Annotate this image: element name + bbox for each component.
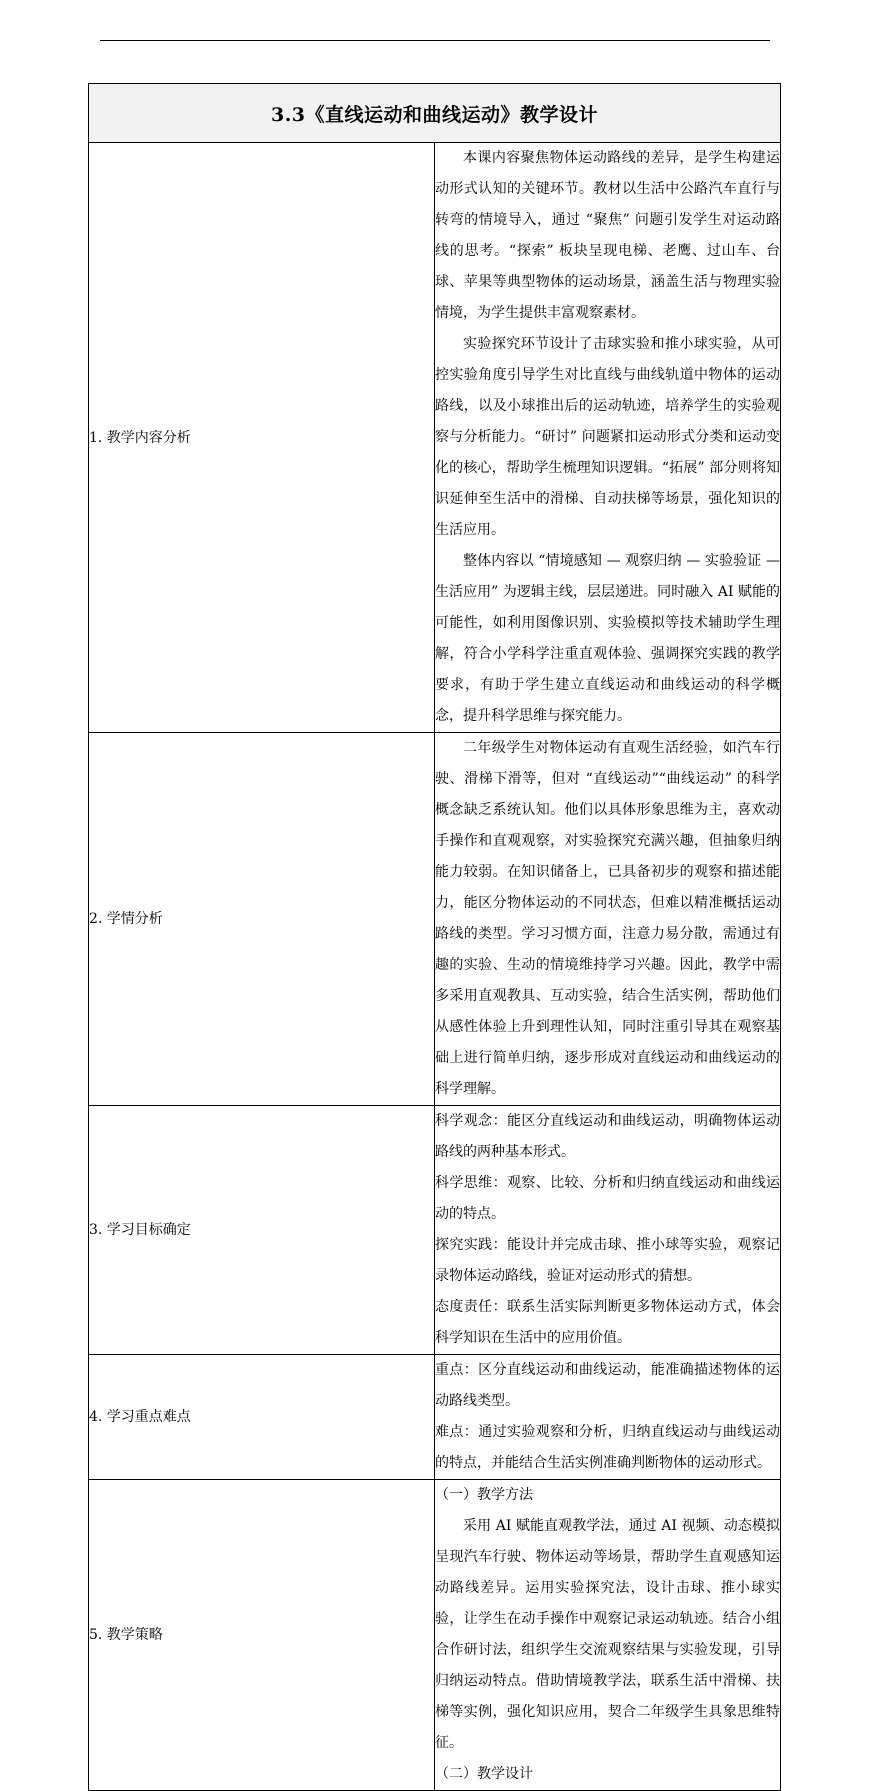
section-body-learning-objectives (435, 1106, 781, 1355)
section-label-learner-analysis: 2. 学情分析 (89, 733, 435, 1106)
lesson-plan-table (88, 83, 781, 1791)
document-title: 3.3《直线运动和曲线运动》教学设计 (89, 84, 781, 143)
objective-item: 探究实践：能设计并完成击球、推小球等实验，观察记录物体运动路线，验证对运动形式的猜想。 (435, 1237, 780, 1284)
paragraph: 本课内容聚焦物体运动路线的差异，是学生构建运动形式认知的关键环节。教材以生活中公路汽车直行与转弯的情境导入，通过 “聚焦” 问题引发学生对运动路线的思考。“探索” 板块呈现电梯、老鹰、过山车、台球、苹果等典型物体的运动场景，涵盖生活与物理实验情境，为学生提供丰富观察素材。 (435, 150, 780, 321)
title-row (89, 84, 781, 143)
header-rule (100, 40, 770, 41)
section-body-key-difficult-points (435, 1355, 781, 1480)
section-label-content-analysis: 1. 教学内容分析 (89, 143, 435, 733)
paragraph: 采用 AI 赋能直观教学法，通过 AI 视频、动态模拟呈现汽车行驶、物体运动等场景，帮助学生直观感知运动路线差异。运用实验探究法，设计击球、推小球实验，让学生在动手操作中观察记录运动轨迹。结合小组合作研讨法，组织学生交流观察结果与实验发现，引导归纳运动特点。借助情境教学法，联系生活中滑梯、扶梯等实例，强化知识应用，契合二年级学生具象思维特征。 (435, 1518, 780, 1751)
section-label-key-difficult-points: 4. 学习重点难点 (89, 1355, 435, 1480)
section-row-key-difficult-points (89, 1355, 781, 1480)
section-row-teaching-strategy (89, 1480, 781, 1791)
section-body-learner-analysis (435, 733, 781, 1106)
objective-item: 科学观念：能区分直线运动和曲线运动，明确物体运动路线的两种基本形式。 (435, 1113, 780, 1160)
difficult-point: 难点：通过实验观察和分析，归纳直线运动与曲线运动的特点，并能结合生活实例准确判断物体的运动形式。 (435, 1424, 780, 1471)
section-row-content-analysis (89, 143, 781, 733)
objective-item: 态度责任：联系生活实际判断更多物体运动方式，体会科学知识在生活中的应用价值。 (435, 1299, 780, 1346)
paragraph: 实验探究环节设计了击球实验和推小球实验，从可控实验角度引导学生对比直线与曲线轨道中物体的运动路线，以及小球推出后的运动轨迹，培养学生的实验观察与分析能力。“研讨” 问题紧扣运动形式分类和运动变化的核心，帮助学生梳理知识逻辑。“拓展” 部分则将知识延伸至生活中的滑梯、自动扶梯等场景，强化知识的生活应用。 (435, 336, 780, 538)
section-label-teaching-strategy: 5. 教学策略 (89, 1480, 435, 1791)
section-row-learning-objectives (89, 1106, 781, 1355)
subheading-teaching-design: （二）教学设计 (435, 1766, 533, 1782)
section-body-teaching-strategy (435, 1480, 781, 1791)
paragraph: 二年级学生对物体运动有直观生活经验，如汽车行驶、滑梯下滑等，但对 “直线运动”“曲线运动” 的科学概念缺乏系统认知。他们以具体形象思维为主，喜欢动手操作和直观观察，对实验探究充满兴趣，但抽象归纳能力较弱。在知识储备上，已具备初步的观察和描述能力，能区分物体运动的不同状态，但难以精准概括运动路线的类型。学习习惯方面，注意力易分散，需通过有趣的实验、生动的情境维持学习兴趣。因此，教学中需多采用直观教具、互动实验，结合生活实例，帮助他们从感性体验上升到理性认知，同时注重引导其在观察基础上进行简单归纳，逐步形成对直线运动和曲线运动的科学理解。 (435, 740, 780, 1097)
subheading-teaching-methods: （一）教学方法 (435, 1487, 533, 1503)
paragraph: 整体内容以 “情境感知 — 观察归纳 — 实验验证 — 生活应用” 为逻辑主线，层层递进。同时融入 AI 赋能的可能性，如利用图像识别、实验模拟等技术辅助学生理解，符合小学科学注重直观体验、强调探究实践的教学要求，有助于学生建立直线运动和曲线运动的科学概念，提升科学思维与探究能力。 (435, 553, 780, 724)
key-point: 重点：区分直线运动和曲线运动，能准确描述物体的运动路线类型。 (435, 1362, 780, 1409)
objective-item: 科学思维：观察、比较、分析和归纳直线运动和曲线运动的特点。 (435, 1175, 780, 1222)
section-label-learning-objectives: 3. 学习目标确定 (89, 1106, 435, 1355)
section-body-content-analysis (435, 143, 781, 733)
section-row-learner-analysis (89, 733, 781, 1106)
